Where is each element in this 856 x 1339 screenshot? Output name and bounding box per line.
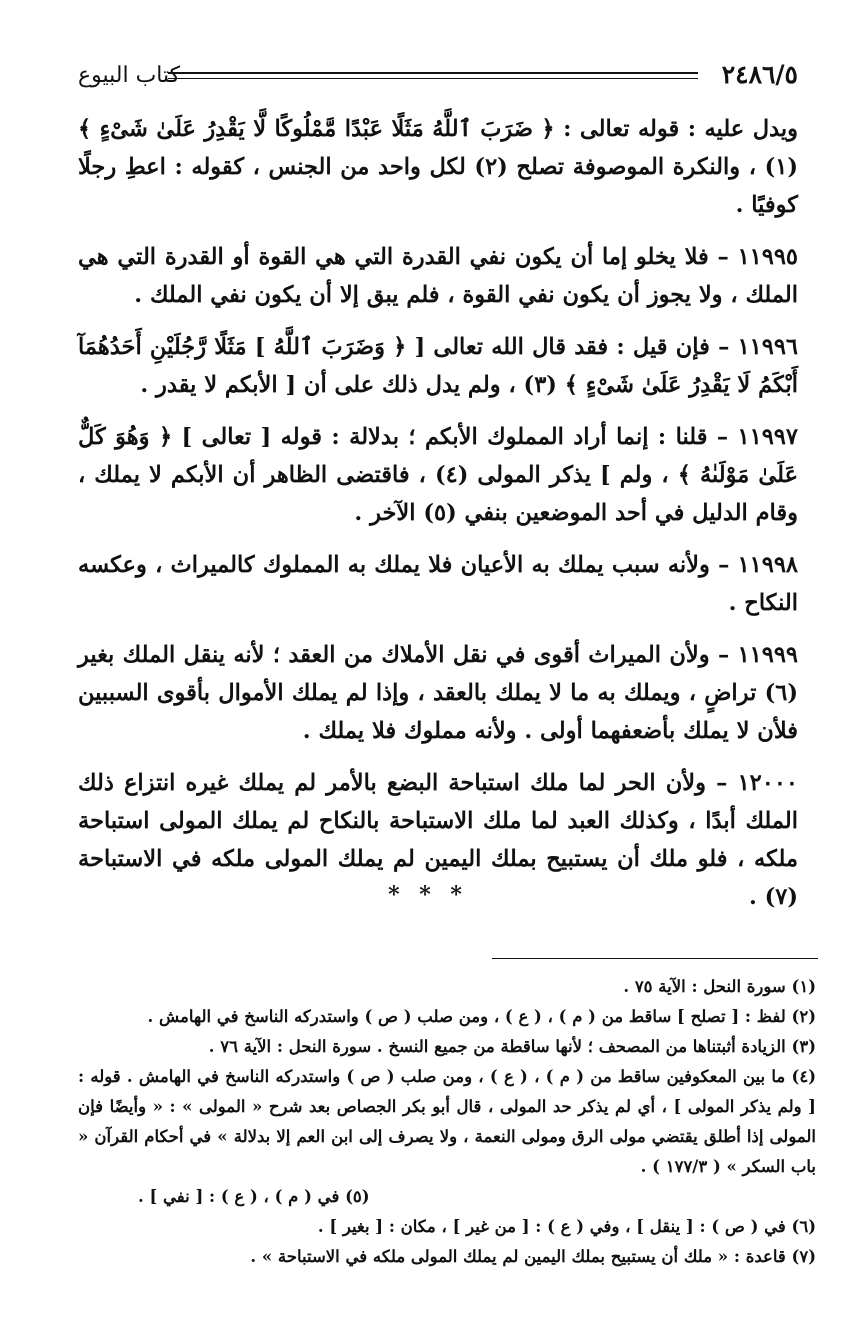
paragraph-11998: ١١٩٩٨ – ولأنه سبب يملك به الأعيان فلا يملك به المملوك كالميراث ، وعكسه النكاح . bbox=[78, 552, 799, 616]
paragraph-text: ولأن الميراث أقوى في نقل الأملاك من العقد ؛ لأنه ينقل الملك بغير (٦) تراضٍ ، ويملك به ما لا يملك بالعقد ، وإذا لم يملك الأموال بأقوى السببين فلأن لا يملك بأضعفهما أولى . ولأنه مملوك فلا يملك . bbox=[78, 642, 798, 744]
paragraph-number: ١١٩٩٧ bbox=[737, 424, 798, 450]
paragraph-number: ١١٩٩٨ bbox=[737, 552, 799, 578]
paragraph-number: ١٢٠٠٠ bbox=[737, 770, 798, 796]
paragraph-11997: ١١٩٩٧ – قلنا : إنما أراد المملوك الأبكم ؛ بدلالة : قوله [ تعالى ] ﴿ وَهُوَ كَلٌّ عَلَىٰ مَوْلَىٰهُ ﴾ ، ولم ] يذكر المولى (٤) ، فاقتضى الظاهر أن الأبكم لا يملك ، وقام الدليل في أحد الموضعين بنفي (٥) الآخر . bbox=[78, 424, 798, 526]
paragraph-11999: ١١٩٩٩ – ولأن الميراث أقوى في نقل الأملاك من العقد ؛ لأنه ينقل الملك بغير (٦) تراضٍ ، ويملك به ما لا يملك بالعقد ، وإذا لم يملك الأموال بأقوى السببين فلأن لا يملك بأضعفهما أولى . ولأنه مملوك فلا يملك . bbox=[78, 642, 798, 744]
header-rule bbox=[168, 72, 698, 79]
main-text bbox=[78, 110, 798, 930]
page-header bbox=[78, 58, 798, 94]
paragraph-number: ١١٩٩٥ bbox=[737, 244, 799, 270]
footnote-5: (٥) في ( م ) ، ( ع ) : [ نفي ] . bbox=[138, 1187, 370, 1206]
paragraph-12000: ١٢٠٠٠ – ولأن الحر لما ملك استباحة البضع بالأمر لم يملك غيره انتزاع ذلك الملك أبدًا ، وكذلك العبد لما ملك الاستباحة بالنكاح لم يملك المولى استباحة ملكه ، فلو ملك أن يستبيح بملك اليمين لم يملك المولى ملكه في الاستباحة (٧) . bbox=[78, 770, 798, 910]
footnote-2: (٢) لفظ : [ تصلح ] ساقط من ( م ) ، ( ع ) ، ومن صلب ( ص ) واستدركه الناسخ في الهامش . bbox=[147, 1007, 816, 1026]
footnote-5-row bbox=[78, 1182, 816, 1212]
paragraph-number: ١١٩٩٩ bbox=[737, 642, 798, 668]
footnote-rule bbox=[492, 958, 818, 959]
paragraph-11995: ١١٩٩٥ – فلا يخلو إما أن يكون نفي القدرة التي هي القوة أو القدرة التي هي الملك ، ولا يجوز أن يكون نفي القوة ، فلم يبق إلا أن يكون نفي الملك . bbox=[78, 244, 799, 308]
footnote-7: (٧) قاعدة : « ملك أن يستبيح بملك اليمين لم يملك المولى ملكه في الاستباحة » . bbox=[250, 1247, 816, 1266]
paragraph-text: ولأنه سبب يملك به الأعيان فلا يملك به المملوك كالميراث ، وعكسه النكاح . bbox=[78, 552, 798, 616]
book-title: كتاب البيوع bbox=[78, 63, 181, 88]
footnotes bbox=[78, 972, 816, 1272]
paragraph-text: قلنا : إنما أراد المملوك الأبكم ؛ بدلالة : قوله [ تعالى ] ﴿ وَهُوَ كَلٌّ عَلَىٰ مَوْلَىٰهُ ﴾ ، ولم ] يذكر المولى (٤) ، فاقتضى الظاهر أن الأبكم لا يملك ، وقام الدليل في أحد الموضعين بنفي (٥) الآخر . bbox=[78, 424, 798, 526]
paragraph-text: فلا يخلو إما أن يكون نفي القدرة التي هي القوة أو القدرة التي هي الملك ، ولا يجوز أن يكون نفي القوة ، فلم يبق إلا أن يكون نفي الملك . bbox=[78, 244, 798, 308]
footnote-1: (١) سورة النحل : الآية ٧٥ . bbox=[623, 977, 816, 996]
paragraph-text: ولأن الحر لما ملك استباحة البضع بالأمر لم يملك غيره انتزاع ذلك الملك أبدًا ، وكذلك العبد لما ملك الاستباحة بالنكاح لم يملك المولى استباحة ملكه ، فلو ملك أن يستبيح بملك اليمين لم يملك المولى ملكه في الاستباحة (٧) . bbox=[78, 770, 798, 910]
paragraph-number: ١١٩٩٦ bbox=[737, 334, 798, 360]
page-number: ٢٤٨٦/٥ bbox=[721, 60, 798, 89]
section-separator: * * * bbox=[388, 882, 468, 908]
paragraph-text: فإن قيل : فقد قال الله تعالى [ ﴿ وَضَرَبَ ٱللَّهُ ] مَثَلًا رَّجُلَيْنِ أَحَدُهُمَآ أَبْكَمُ لَا يَقْدِرُ عَلَىٰ شَىْءٍ ﴾ (٣) ، ولم يدل ذلك على أن [ الأبكم لا يقدر . bbox=[78, 334, 798, 398]
footnote-6: (٦) في ( ص ) : [ ينقل ] ، وفي ( ع ) : [ من غير ] ، مكان : [ بغير ] . bbox=[317, 1217, 816, 1236]
footnote-3: (٣) الزيادة أثبتناها من المصحف ؛ لأنها ساقطة من جميع النسخ . سورة النحل : الآية ٧٦ . bbox=[208, 1037, 816, 1056]
paragraph-intro bbox=[78, 110, 798, 224]
paragraph-11996: ١١٩٩٦ – فإن قيل : فقد قال الله تعالى [ ﴿ وَضَرَبَ ٱللَّهُ ] مَثَلًا رَّجُلَيْنِ أَحَدُهُمَآ أَبْكَمُ لَا يَقْدِرُ عَلَىٰ شَىْءٍ ﴾ (٣) ، ولم يدل ذلك على أن [ الأبكم لا يقدر . bbox=[78, 334, 798, 398]
footnote-4: (٤) ما بين المعكوفين ساقط من ( م ) ، ( ع ) ، ومن صلب ( ص ) واستدركه الناسخ في الهامش . قوله : [ ولم يذكر المولى ] ، أي لم يذكر حد المولى ، قال أبو بكر الجصاص بعد شرح « المولى » : « وأيضًا فإن المولى إذا أطلق يقتضي مولى الرق ومولى النعمة ، ولا يصرف إلى ابن العم إلا بدلالة » في أحكام القرآن « باب السكر » ( ١٧٧/٣ ) . bbox=[78, 1067, 816, 1176]
paragraph-text: ويدل عليه : قوله تعالى : ﴿ ضَرَبَ ٱللَّهُ مَثَلًا عَبْدًا مَّمْلُوكًا لَّا يَقْدِرُ عَلَىٰ شَىْءٍ ﴾ (١) ، والنكرة الموصوفة تصلح (٢) لكل واحد من الجنس ، كقوله : اعطِ رجلًا كوفيًا . bbox=[78, 116, 798, 218]
